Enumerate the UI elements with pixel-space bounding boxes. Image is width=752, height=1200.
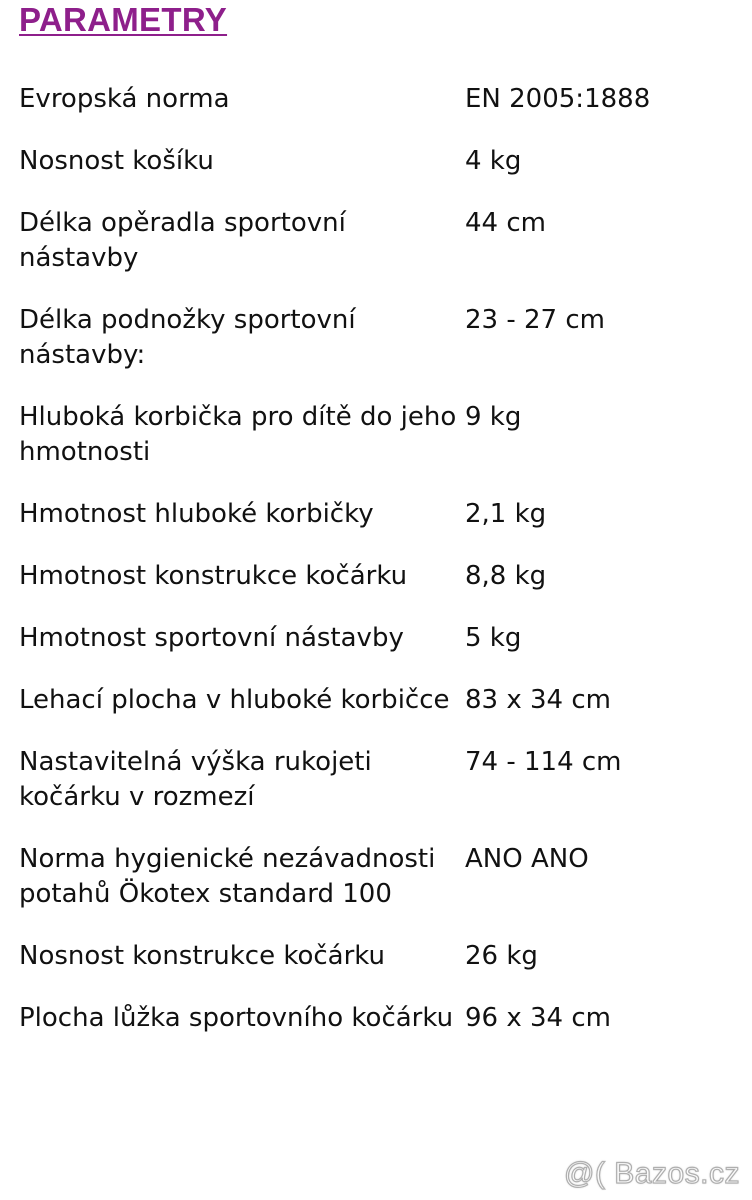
spec-row [19, 745, 739, 815]
spec-label: Hmotnost konstrukce kočárku [19, 561, 408, 591]
spec-row [19, 621, 739, 656]
spec-row [19, 82, 739, 117]
spec-label: Plocha lůžka sportovního kočárku [19, 1003, 454, 1033]
spec-row [19, 206, 739, 276]
spec-value: 23 - 27 cm [465, 305, 605, 335]
spec-label: Délka podnožky sportovní nástavby: [19, 305, 356, 370]
spec-row [19, 559, 739, 594]
spec-value: 9 kg [465, 402, 522, 432]
spec-value: 4 kg [465, 146, 522, 176]
spec-row [19, 939, 739, 974]
spec-value: 44 cm [465, 208, 546, 238]
spec-value: 8,8 kg [465, 561, 547, 591]
spec-label: Nosnost konstrukce kočárku [19, 941, 386, 971]
spec-row [19, 1001, 739, 1036]
spec-row [19, 842, 739, 912]
spec-label: Hmotnost sportovní nástavby [19, 623, 404, 653]
spec-label: Lehací plocha v hluboké korbičce [19, 685, 450, 715]
bazos-watermark: @( Bazos.cz [564, 1157, 740, 1190]
spec-label: Nastavitelná výška rukojeti kočárku v rozmezí [19, 747, 372, 812]
spec-value: 2,1 kg [465, 499, 547, 529]
spec-value: 74 - 114 cm [465, 747, 622, 777]
spec-value: 96 x 34 cm [465, 1003, 611, 1033]
spec-label: Norma hygienické nezávadnosti potahů Ökotex standard 100 [19, 844, 436, 909]
spec-row [19, 683, 739, 718]
spec-label: Délka opěradla sportovní nástavby [19, 208, 346, 273]
spec-value: EN 2005:1888 [465, 84, 651, 114]
spec-value: 5 kg [465, 623, 522, 653]
spec-value: 83 x 34 cm [465, 685, 611, 715]
spec-label: Nosnost košíku [19, 146, 214, 176]
spec-label: Hluboká korbička pro dítě do jeho hmotnosti [19, 402, 457, 467]
spec-label: Hmotnost hluboké korbičky [19, 499, 374, 529]
page-title: PARAMETRY [19, 1, 228, 38]
spec-row [19, 400, 739, 470]
spec-value: 26 kg [465, 941, 538, 971]
spec-label: Evropská norma [19, 84, 230, 114]
spec-row [19, 303, 739, 373]
spec-row [19, 144, 739, 179]
spec-table [19, 82, 739, 1063]
spec-row [19, 497, 739, 532]
spec-value: ANO ANO [465, 844, 589, 874]
